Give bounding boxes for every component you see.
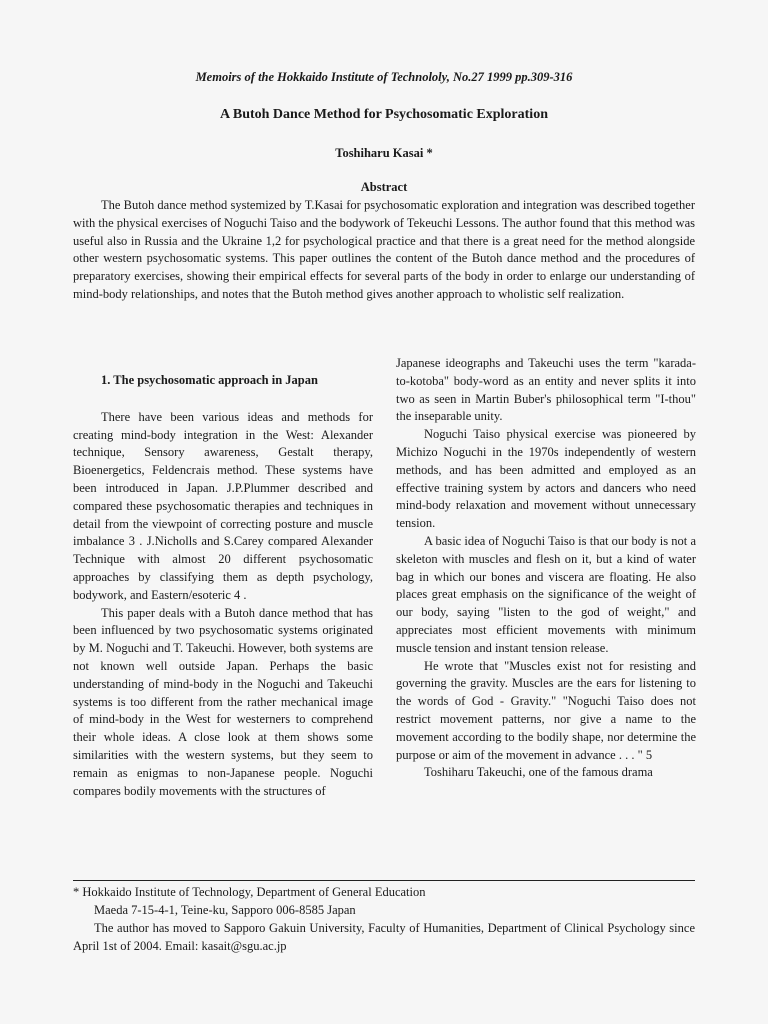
body-paragraph: Toshiharu Takeuchi, one of the famous drama <box>424 765 653 780</box>
left-column <box>73 355 373 800</box>
footnote-affiliation: * Hokkaido Institute of Technology, Department of General Education <box>73 885 426 899</box>
body-paragraph: He wrote that "Muscles exist not for resisting and governing the gravity. Muscles are the ears for listening to the words of God - Gravity." "Noguchi Taiso does not restrict movement patterns, nor give a name to the movement according to the bodily shape, nor determine the purpose or aim of the movement in advance . . . " 5 <box>396 658 696 762</box>
footnote-moved-note: The author has moved to Sapporo Gakuin University, Faculty of Humanities, Department of Clinical Psychology since April 1st of 2004. Email: kasait@sgu.ac.jp <box>73 921 695 953</box>
body-paragraph: This paper deals with a Butoh dance method that has been influenced by two psychosomatic systems originated by M. Noguchi and T. Takeuchi. However, both systems are not known well outside Japan. Perhaps the basic understanding of mind-body in the Noguchi and Takeuchi systems is too different from the rather mechanical image of mind-body in the West for westerners to comprehend their whole ideas. A close look at them shows some similarities with the western systems, but they seem to remain as enigmas to non-Japanese people. Noguchi compares bodily movements with the structures of <box>73 605 373 798</box>
footnote <box>73 883 695 955</box>
abstract-heading: Abstract <box>360 180 408 194</box>
body-paragraph: A basic idea of Noguchi Taiso is that our body is not a skeleton with muscles and flesh on it, but a kind of water bag in which our bones and viscera are floating. He also places great emphasis on the significance of the weight of our body, saying "listen to the god of weight," and appreciates most efficient movements with minimum muscle tension and instant tension release. <box>396 533 696 655</box>
section-heading: 1. The psychosomatic approach in Japan <box>101 373 318 387</box>
body-paragraph: Japanese ideographs and Takeuchi uses the term "karada-to-kotoba" body-word as an entity and never splits it into two as seen in Martin Buber's philosophical term "I-thou" the inseparable unity. <box>396 356 696 424</box>
paper-title: A Butoh Dance Method for Psychosomatic Exploration <box>220 107 548 122</box>
journal-citation: Memoirs of the Hokkaido Institute of Technololy, No.27 1999 pp.309-316 <box>195 70 573 84</box>
body-paragraph: There have been various ideas and methods for creating mind-body integration in the West: Alexander technique, Sensory awareness, Gestalt therapy, Bioenergetics, Feldencrais method. These systems have been introduced in Japan. J.P.Plummer described and compared these psychosomatic therapies and techniques in detail from the viewpoint of correcting posture and muscle imbalance 3 . J.Nicholls and S.Carey compared Alexander Technique with almost 20 different psychosomatic approaches by classifying them as depth psychology, bodywork, and Eastern/esoteric 4 . <box>73 409 373 602</box>
body-paragraph: Noguchi Taiso physical exercise was pioneered by Michizo Noguchi in the 1970s independently of western methods, and has been admitted and employed as an effective training system by actors and dancers who need mind-body relaxation and movement without unnecessary tension. <box>396 427 696 531</box>
right-column <box>396 355 696 782</box>
footnote-address: Maeda 7-15-4-1, Teine-ku, Sapporo 006-8585 Japan <box>94 903 356 917</box>
footnote-divider <box>73 880 695 881</box>
abstract-text: The Butoh dance method systemized by T.Kasai for psychosomatic exploration and integration was described together with the physical exercises of Noguchi Taiso and the bodywork of Tekeuchi Lessons. The author found that this method was useful also in Russia and the Ukraine 1,2 for psychological practice and that there is a great need for the method alongside other western psychosomatic systems. This paper outlines the content of the Butoh dance method and the procedures of preparatory exercises, showing their empirical effects for several parts of the body in order to enlarge our understanding of mind-body relationships, and notes that the Butoh method gives another approach to wholistic self realization. <box>73 198 695 301</box>
author-name: Toshiharu Kasai * <box>335 146 433 160</box>
